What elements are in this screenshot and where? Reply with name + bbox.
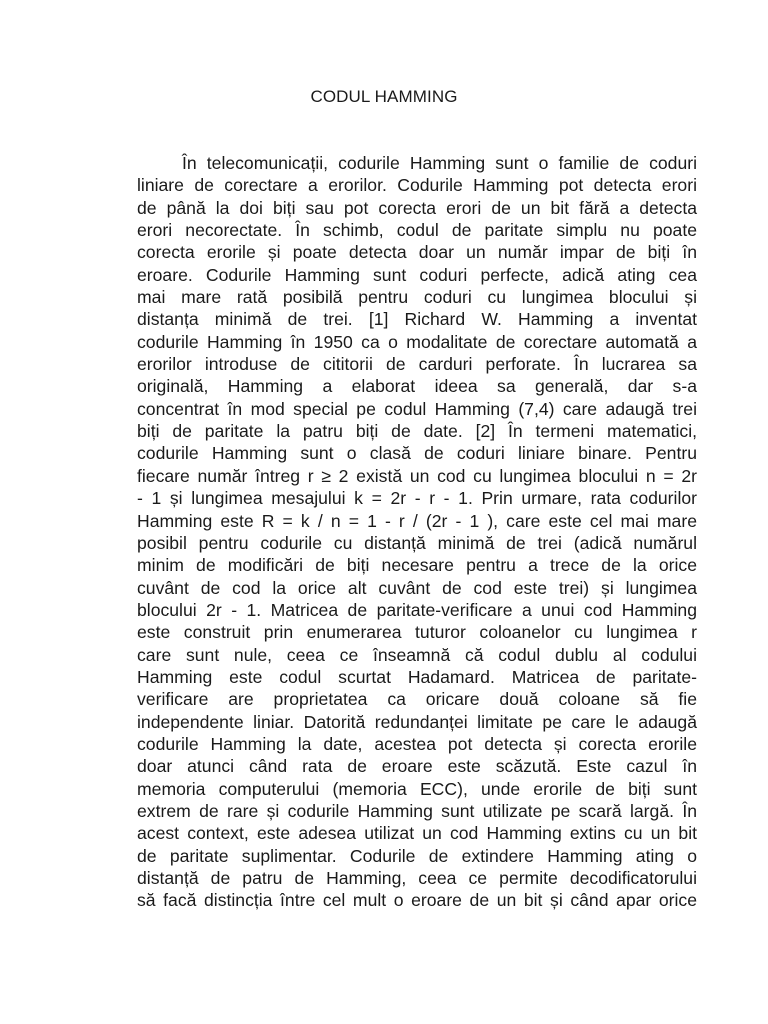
text-line: memoria computerului (memoria ECC), unde erorile de biți sunt	[137, 778, 697, 799]
text-line: minim de modificări de biți necesare pentru a trece de la orice	[137, 555, 698, 576]
text-line: liniare de corectare a erorilor. Codurile Hamming pot detecta erori	[137, 175, 697, 196]
text-line: verificare are proprietatea ca oricare două coloane să fie	[137, 689, 697, 710]
text-line: de paritate suplimentar. Codurile de extindere Hamming ating o	[137, 845, 697, 866]
text-line: În telecomunicații, codurile Hamming sunt o familie de coduri	[182, 153, 697, 173]
text-line: acest context, este adesea utilizat un cod Hamming extins cu un bit	[137, 823, 698, 844]
text-line: care sunt nule, ceea ce înseamnă că codul dublu al codului	[137, 644, 697, 665]
text-line: distanță de patru de Hamming, ceea ce permite decodificatorului	[137, 868, 697, 888]
text-line: distanța minimă de trei. [1] Richard W. Hamming a inventat	[137, 309, 697, 330]
text-line: este construit prin enumerarea tuturor coloanelor cu lungimea r	[137, 622, 697, 643]
text-line: fiecare număr întreg r ≥ 2 există un cod cu lungimea blocului n = 2r	[137, 465, 697, 486]
text-line: să facă distincția între cel mult o eroare de un bit și când apar orice	[137, 890, 697, 911]
text-line: doar atunci când rata de eroare este scăzută. Este cazul în	[137, 756, 697, 777]
text-line: Hamming este R = k / n = 1 - r / (2r - 1 ), care este cel mai mare	[137, 510, 697, 531]
text-line: de până la doi biți sau pot corecta erori de un bit fără a detecta	[137, 197, 697, 218]
text-line: eroare. Codurile Hamming sunt coduri perfecte, adică ating cea	[137, 264, 697, 285]
body-paragraph	[137, 152, 697, 912]
text-line: mai mare rată posibilă pentru coduri cu lungimea blocului și	[137, 287, 697, 308]
text-line: biți de paritate la patru biți de date. [2] În termeni matematici,	[137, 421, 698, 442]
document-title: CODUL HAMMING	[310, 87, 458, 106]
text-line: codurile Hamming în 1950 ca o modalitate de corectare automată a	[137, 331, 697, 352]
text-line: originală, Hamming a elaborat ideea sa generală, dar s-a	[137, 376, 697, 397]
text-line: codurile Hamming sunt o clasă de coduri liniare binare. Pentru	[137, 443, 697, 464]
text-line: - 1 și lungimea mesajului k = 2r - r - 1. Prin urmare, rata codurilor	[137, 488, 697, 509]
text-line: blocului 2r - 1. Matricea de paritate-verificare a unui cod Hamming	[137, 599, 697, 620]
text-line: Hamming este codul scurtat Hadamard. Matricea de paritate-	[137, 666, 697, 687]
text-line: concentrat în mod special pe codul Hamming (7,4) care adaugă trei	[137, 398, 697, 419]
text-line: independente liniar. Datorită redundanței limitate pe care le adaugă	[137, 711, 697, 732]
text-line: extrem de rare și codurile Hamming sunt utilizate pe scară largă. În	[137, 800, 697, 821]
text-line: posibil pentru codurile cu distanță minimă de trei (adică numărul	[137, 532, 697, 553]
text-line: codurile Hamming la date, acestea pot detecta și corecta erorile	[137, 733, 697, 754]
text-line: erorilor introduse de cititorii de carduri perforate. În lucrarea sa	[137, 354, 697, 375]
text-line: cuvânt de cod la orice alt cuvânt de cod este trei) și lungimea	[137, 577, 697, 598]
text-line: corecta erorile și poate detecta doar un număr impar de biți în	[137, 242, 697, 263]
text-line: erori necorectate. În schimb, codul de paritate simplu nu poate	[137, 220, 697, 241]
